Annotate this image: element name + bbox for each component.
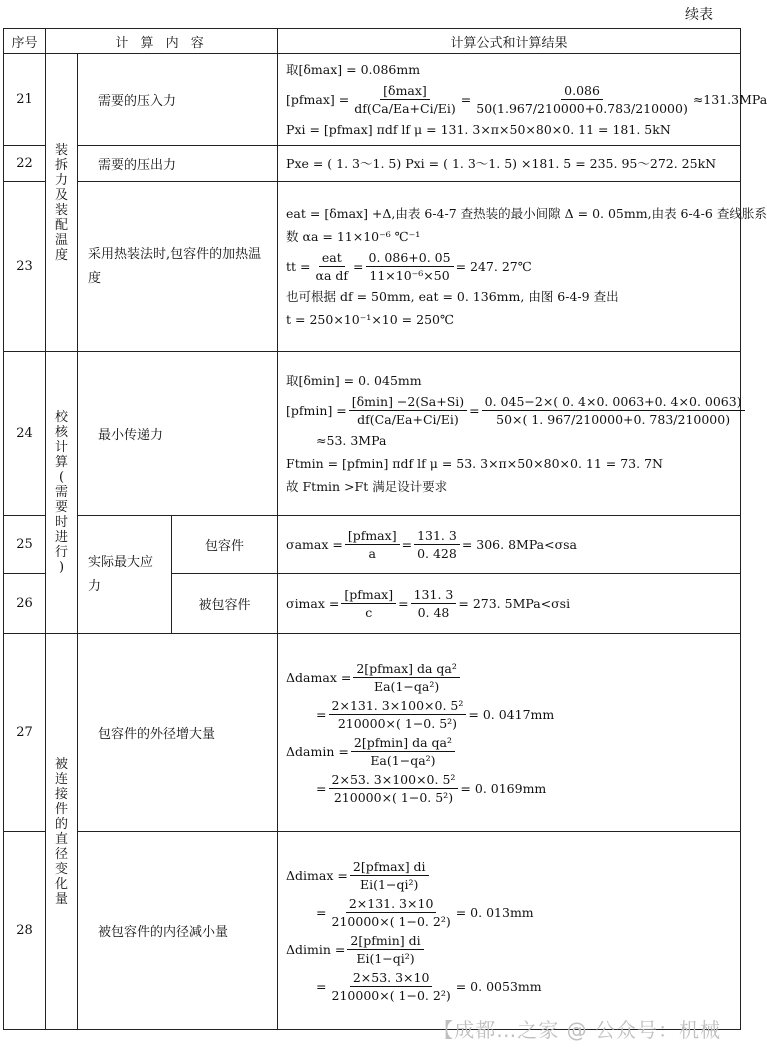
result: = 306. 8MPa<σsa [461, 537, 578, 552]
row-no: 26 [4, 574, 46, 634]
formula-lhs: tt = [286, 259, 311, 274]
formula-line: 数 αa = 11×10⁻⁶ ℃⁻¹ [286, 229, 421, 244]
table-row [4, 146, 741, 182]
formula-lhs: Δdamax = [286, 669, 352, 685]
denominator: Ea(1−qa²) [373, 678, 440, 694]
denominator: 210000×( 1−0. 2²) [331, 987, 451, 1003]
denominator: 50×( 1. 967/210000+0. 783/210000) [496, 412, 731, 427]
numerator: 2×53. 3×100×0. 5² [329, 771, 459, 789]
equals: = [469, 403, 480, 418]
numerator: [δmax] [380, 82, 430, 100]
denominator: 0. 48 [417, 605, 450, 620]
table-row [4, 54, 741, 146]
denominator: αa df [315, 268, 349, 283]
row-no: 23 [4, 182, 46, 352]
fraction [482, 393, 745, 428]
fraction [351, 734, 455, 769]
formula-line: 故 Ftmin >Ft 满足设计要求 [286, 479, 448, 494]
formula-lhs: Δdamin = [286, 743, 349, 759]
fraction [341, 586, 396, 621]
numerator: [pfmax] [345, 527, 400, 545]
formula-line: Ftmin = [pfmin] πdf lf μ = 53. 3×π×50×80×0. 11 = 73. 7N [286, 456, 663, 471]
formula-line [286, 969, 732, 1004]
result: ≈131.3MPa [692, 92, 767, 107]
denominator: df(Ca/Ea+Ci/Ei) [357, 412, 459, 427]
calculation-table [3, 28, 767, 1030]
fraction [329, 771, 459, 806]
group-text: 装 拆 力 及 装 配 温 度 [54, 142, 68, 263]
formula-line [286, 895, 732, 930]
formula-lhs: σamax = [286, 537, 343, 552]
row-no: 21 [4, 54, 46, 146]
table-row [4, 182, 741, 352]
fraction [366, 249, 454, 284]
denominator: 210000×( 1−0. 2²) [331, 913, 451, 929]
equals: = [316, 978, 327, 994]
numerator: 0.086 [561, 82, 603, 100]
fraction [350, 858, 429, 893]
fraction [473, 82, 691, 117]
denominator: Ei(1−qi²) [360, 876, 419, 892]
result: = 0. 0169mm [460, 780, 547, 796]
numerator: 2[pfmin] di [347, 932, 423, 950]
equals: = [316, 706, 327, 722]
formula-line: 取[δmin] = 0. 045mm [286, 373, 422, 388]
continued-label: 续表 [685, 7, 713, 23]
header-content: 计 算 内 容 [46, 29, 278, 54]
formula-line [286, 527, 732, 562]
equals: = [316, 904, 327, 920]
formula-line [286, 586, 732, 621]
denominator: a [368, 546, 376, 561]
formula-line [286, 858, 732, 893]
stress-label: 实际最大应力 [78, 516, 172, 634]
table-row [4, 634, 741, 832]
numerator: 2[pfmax] di [350, 858, 429, 876]
group-text: 被 连 接 件 的 直 径 变 化 量 [54, 756, 68, 907]
numerator: [δmin] −2(Sa+Si) [349, 393, 467, 411]
numerator: 2[pfmin] da qa² [351, 734, 455, 752]
fraction [329, 895, 454, 930]
formula-line: Pxe = ( 1. 3～1. 5) Pxi = ( 1. 3～1. 5) ×181. 5 = 235. 95～272. 25kN [286, 156, 717, 171]
numerator: 2×131. 3×100×0. 5² [329, 697, 467, 715]
equals: = [353, 259, 364, 274]
watermark: 【成都…之家 @ 公众号：机械 [433, 1018, 721, 1042]
group-text: 校 核 计 算 ( 需 要 时 进 行 ) [54, 410, 68, 575]
result: = 273. 5MPa<σsi [458, 596, 571, 611]
row-no: 22 [4, 146, 46, 182]
equals: = [316, 780, 327, 796]
formula-line: 也可根据 df = 50mm, eat = 0. 136mm, 由图 6-4-9 查出 [286, 289, 619, 304]
row-no: 24 [4, 352, 46, 516]
formula-line: Pxi = [pfmax] πdf lf μ = 131. 3×π×50×80×0. 11 = 181. 5kN [286, 122, 671, 137]
formula-lhs: Δdimax = [286, 867, 348, 883]
numerator: eat [319, 249, 345, 267]
denominator: Ea(1−qa²) [370, 752, 436, 768]
formula-cell [278, 832, 741, 1030]
formula-cell [278, 54, 767, 146]
formula-cell [278, 352, 741, 516]
formula-line [286, 734, 732, 769]
header-row [4, 29, 741, 54]
formula-cell [278, 182, 767, 352]
header-formula: 计算公式和计算结果 [278, 29, 741, 54]
fraction [345, 527, 400, 562]
row-no: 25 [4, 516, 46, 574]
formula-lhs: [pfmax] = [286, 92, 350, 107]
group-label-check [46, 352, 78, 634]
formula-line [286, 697, 732, 732]
formula-lhs: σimax = [286, 596, 340, 611]
formula-lhs: [pfmin] = [286, 403, 347, 418]
fraction [313, 249, 352, 284]
numerator: 0. 086+0. 05 [366, 249, 454, 267]
fraction [411, 586, 457, 621]
result: = 0. 0053mm [455, 978, 542, 994]
formula-cell [278, 146, 741, 182]
formula-line [286, 249, 732, 284]
equals: = [401, 537, 413, 552]
fraction [347, 932, 423, 967]
group-label-diameter [46, 634, 78, 1030]
denominator: 210000×( 1−0. 5²) [337, 715, 458, 731]
denominator: 0. 428 [417, 546, 457, 561]
header-no: 序号 [4, 29, 46, 54]
item-label: 采用热装法时,包容件的加热温度 [78, 182, 278, 352]
formula-line: ≈53. 3MPa [316, 433, 387, 448]
row-no: 27 [4, 634, 46, 832]
item-label: 被包容件的内径减小量 [78, 832, 278, 1030]
formula-line [286, 82, 767, 117]
numerator: 131. 3 [414, 527, 460, 545]
denominator: c [365, 605, 373, 620]
fraction [353, 660, 460, 695]
table-row [4, 352, 741, 516]
formula-line: 取[δmax] = 0.086mm [286, 62, 421, 77]
denominator: df(Ca/Ea+Ci/Ei) [354, 101, 456, 116]
denominator: 50(1.967/210000+0.783/210000) [476, 101, 688, 116]
formula-line [286, 660, 732, 695]
numerator: 0. 045−2×( 0. 4×0. 0063+0. 4×0. 0063) [482, 393, 745, 411]
denominator: Ei(1−qi²) [356, 950, 415, 966]
sub-item-label: 包容件 [172, 516, 278, 574]
fraction [349, 393, 467, 428]
numerator: 2[pfmax] da qa² [353, 660, 460, 678]
numerator: 2×131. 3×10 [346, 895, 437, 913]
result: = 0. 0417mm [468, 706, 555, 722]
item-label: 最小传递力 [78, 352, 278, 516]
row-no: 28 [4, 832, 46, 1030]
denominator: 11×10⁻⁶×50 [369, 268, 450, 283]
equals: = [460, 92, 472, 107]
formula-cell [278, 574, 741, 634]
fraction [329, 697, 467, 732]
result: = 0. 013mm [455, 904, 534, 920]
formula-line [286, 771, 732, 806]
result: = 247. 27℃ [455, 259, 532, 274]
formula-lhs: Δdimin = [286, 941, 346, 957]
numerator: 2×53. 3×10 [350, 969, 433, 987]
numerator: [pfmax] [341, 586, 396, 604]
formula-cell [278, 634, 741, 832]
numerator: 131. 3 [411, 586, 457, 604]
fraction [414, 527, 460, 562]
formula-line: eat = [δmax] +Δ,由表 6-4-7 查热装的最小间隙 Δ = 0. 05mm,由表 6-4-6 查线胀系 [286, 206, 767, 221]
item-label: 包容件的外径增大量 [78, 634, 278, 832]
formula-line [286, 393, 742, 428]
formula-line: t = 250×10⁻¹×10 = 250℃ [286, 312, 454, 327]
group-label-assembly [46, 54, 78, 352]
table-row [4, 516, 741, 574]
item-label: 需要的压入力 [78, 54, 278, 146]
sub-item-label: 被包容件 [172, 574, 278, 634]
formula-line [286, 932, 732, 967]
equals: = [398, 596, 409, 611]
table-row [4, 832, 741, 1030]
formula-cell [278, 516, 741, 574]
item-label: 需要的压出力 [78, 146, 278, 182]
denominator: 210000×( 1−0. 5²) [333, 789, 454, 805]
fraction [329, 969, 454, 1004]
fraction [351, 82, 459, 117]
